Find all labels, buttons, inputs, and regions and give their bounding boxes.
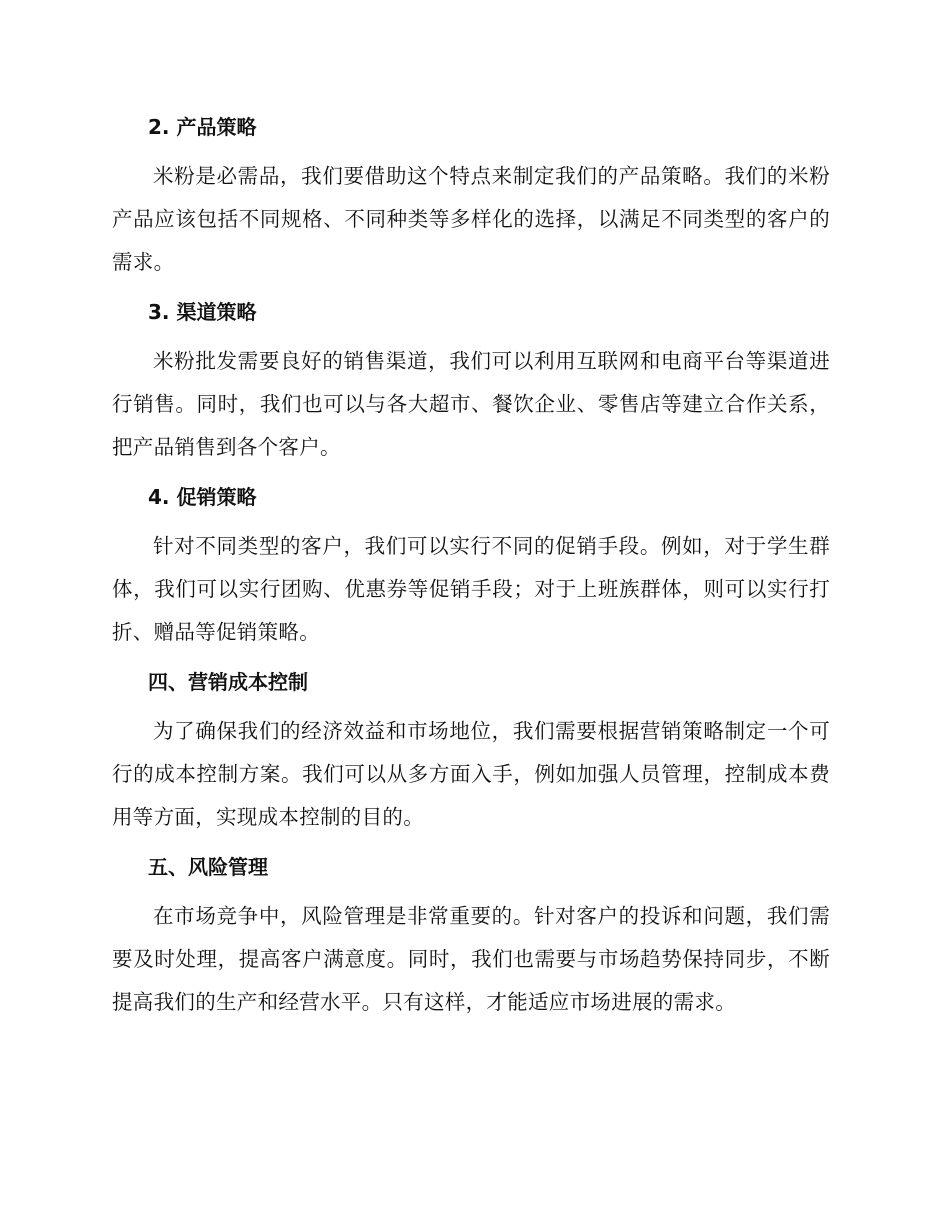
section-heading-cost-control: 四、营销成本控制 [148, 670, 308, 694]
section-heading-channel-strategy: 3. 渠道策略 [148, 300, 257, 324]
section-paragraph-promotion-strategy: 针对不同类型的客户，我们可以实行不同的促销手段。例如，对于学生群体，我们可以实行团购、优惠券等促销手段；对于上班族群体，则可以实行打折、赠品等促销策略。 [112, 534, 830, 644]
section-paragraph-risk-management: 在市场竞争中，风险管理是非常重要的。针对客户的投诉和问题，我们需要及时处理，提高客户满意度。同时，我们也需要与市场趋势保持同步，不断提高我们的生产和经营水平。只有这样，才能适应市场进展的需求。 [112, 904, 830, 1014]
section-paragraph-product-strategy: 米粉是必需品，我们要借助这个特点来制定我们的产品策略。我们的米粉产品应该包括不同规格、不同种类等多样化的选择，以满足不同类型的客户的需求。 [112, 164, 830, 274]
section-heading-risk-management: 五、风险管理 [148, 855, 268, 879]
section-heading-promotion-strategy: 4. 促销策略 [148, 485, 257, 509]
document-body [112, 108, 830, 1033]
section-paragraph-channel-strategy: 米粉批发需要良好的销售渠道，我们可以利用互联网和电商平台等渠道进行销售。同时，我们也可以与各大超市、餐饮企业、零售店等建立合作关系，把产品销售到各个客户。 [112, 349, 830, 459]
section-heading-product-strategy: 2. 产品策略 [148, 115, 257, 139]
section-paragraph-cost-control: 为了确保我们的经济效益和市场地位，我们需要根据营销策略制定一个可行的成本控制方案。我们可以从多方面入手，例如加强人员管理，控制成本费用等方面，实现成本控制的目的。 [112, 719, 830, 829]
